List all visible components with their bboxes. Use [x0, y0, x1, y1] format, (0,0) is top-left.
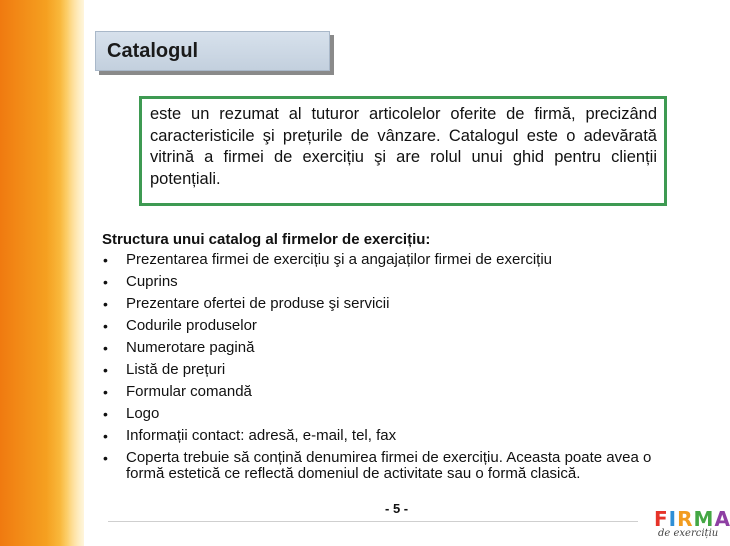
- bullet-icon: •: [103, 274, 108, 290]
- firma-logo: [654, 507, 730, 544]
- list-item-text: Coperta trebuie să conțină denumirea firmei de exercițiu. Aceasta poate avea o formă estetică ce reflectă domeniul de activitate sau o formă clasică.: [126, 449, 652, 482]
- list-item-text: Informații contact: adresă, e-mail, tel, fax: [126, 427, 397, 444]
- logo-letters: [654, 507, 730, 531]
- footer-divider: [108, 521, 638, 522]
- page-number: - 5 -: [385, 501, 409, 516]
- bullet-icon: •: [103, 362, 108, 378]
- list-item-text: Listă de prețuri: [126, 361, 226, 378]
- logo-letter: F: [654, 507, 668, 531]
- structure-heading: Structura unui catalog al firmelor de exercițiu:: [102, 231, 431, 248]
- list-item: [102, 406, 692, 428]
- structure-list: [102, 252, 692, 482]
- slide-title: Catalogul: [107, 39, 199, 62]
- list-item-text: Prezentarea firmei de exercițiu şi a angajaților firmei de exercițiu: [126, 251, 553, 268]
- list-item-text: Logo: [126, 405, 160, 422]
- logo-subtitle: de exercițiu: [658, 528, 719, 539]
- bullet-icon: •: [103, 318, 108, 334]
- list-item: [102, 296, 692, 318]
- bullet-icon: •: [103, 384, 108, 400]
- list-item: [102, 318, 692, 340]
- logo-letter: I: [668, 507, 677, 531]
- list-item: [102, 450, 692, 482]
- logo-letter: A: [714, 507, 730, 531]
- list-item: [102, 362, 692, 384]
- logo-letter: R: [677, 507, 693, 531]
- bullet-icon: •: [103, 252, 108, 268]
- list-item: [102, 340, 692, 362]
- list-item: [102, 384, 692, 406]
- list-item-text: Cuprins: [126, 273, 178, 290]
- definition-text: este un rezumat al tuturor articolelor oferite de firmă, precizând caracteristicile şi prețurile de vânzare. Catalogul este o adevărată vitrină a firmei de exercițiu şi are rolul unui ghid pentru clienții potențiali.: [150, 105, 657, 188]
- bullet-icon: •: [103, 450, 108, 466]
- bullet-icon: •: [103, 406, 108, 422]
- list-item-text: Codurile produselor: [126, 317, 257, 334]
- slide-title-box: [95, 31, 330, 71]
- logo-letter: M: [693, 507, 714, 531]
- list-item-text: Formular comandă: [126, 383, 252, 400]
- list-item-text: Numerotare pagină: [126, 339, 255, 356]
- list-item: [102, 252, 692, 274]
- bullet-icon: •: [103, 296, 108, 312]
- bullet-icon: •: [103, 340, 108, 356]
- list-item-text: Prezentare ofertei de produse şi servicii: [126, 295, 390, 312]
- bullet-icon: •: [103, 428, 108, 444]
- list-item: [102, 274, 692, 296]
- list-item: [102, 428, 692, 450]
- side-band-fade: [60, 0, 100, 546]
- definition-box: [139, 96, 667, 206]
